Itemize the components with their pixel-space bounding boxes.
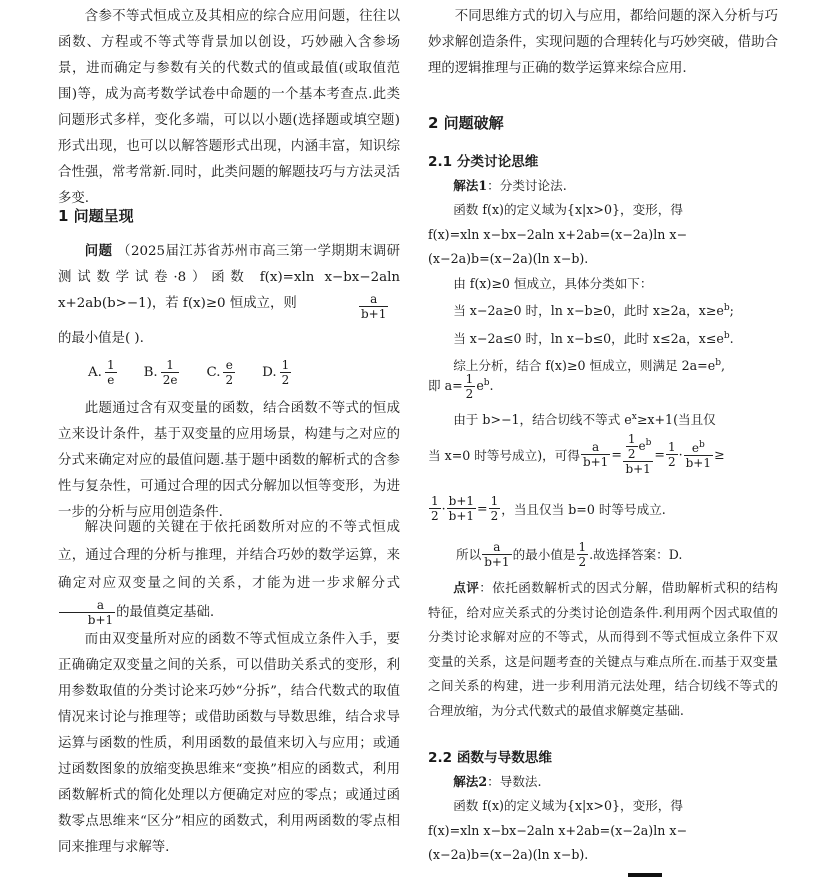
min-line: $\frac{1}{2}$ · $\frac{b+1}{b+1}$ = $\frac{1}{2}$ ，当且仅当 b=0 时等号成立. [431, 494, 666, 523]
inequality-line: 当 x=0 时等号成立)，可得 $\frac{a}{b+1}$ = $\frac{1}{2}$ $e^b$ b+1 = $\frac{1}{2}$ · $\frac{e^b}{b+1}$ ≥ [428, 432, 725, 476]
factor-line-2-1: f(x)=xln x−bx−2aln x+2ab=(x−2a)ln x− [428, 822, 688, 838]
option-c[interactable]: C. $\frac{e}{2}$ [206, 358, 234, 387]
subsection-2-1-heading: 2.1 分类讨论思维 [428, 154, 539, 170]
frac-num: a [370, 292, 378, 306]
factor-line-2-2: (x−2a)b=(x−2a)(ln x−b). [428, 847, 589, 863]
case-1-line: 当 x−2a≥0 时，ln x−b≥0，此时 x≥2a，$x\ge e^b$; [453, 303, 734, 319]
page-edge-mark [628, 873, 662, 877]
option-d[interactable]: D. $\frac{1}{2}$ [262, 358, 290, 387]
frac-den: b+1 [361, 307, 387, 321]
problem-tail: 的最小值是( ). [58, 331, 144, 346]
solution-2-block [428, 770, 778, 868]
problem-text: 函数 f(x)=xln x−bx−2aln x+2ab(b>−1)，若 f(x)≥0 恒成立，则 [58, 270, 400, 311]
option-a[interactable]: A. $\frac{1}{e}$ [88, 358, 115, 387]
tangent-line: 由于 b>−1，结合切线不等式 $e^x\ge x+1$(当且仅 [453, 412, 716, 428]
answer-options [88, 358, 292, 387]
factor-line-1: f(x)=xln x−bx−2aln x+2ab=(x−2a)ln x− [428, 226, 688, 242]
comment-paragraph: 点评：依托函数解析式的因式分解，借助解析式积的结构特征，给对应关系式的分类讨论创造条件.利用两个因式取值的分类讨论求解对应的不等式，从而得到不等式恒成立条件下双变量的关系，这是问题考查的关键点与难点所在.而基于双变量之间关系的构建，进一步利用消元法处理，结合切线不等式的合理放缩，为分式代数式的最值求解奠定基础. [428, 580, 779, 718]
solution-1-header: 解法1：分类讨论法. [453, 178, 567, 193]
a-value-line: 即 a= $\frac{1}{2}$ $e^b$. [428, 372, 494, 402]
option-b[interactable]: B. $\frac{1}{2e}$ [143, 358, 178, 387]
domain-line-2: 函数 f(x)的定义域为{x|x>0}，变形，得 [453, 798, 683, 814]
section-2-heading: 2 问题破解 [428, 114, 504, 132]
solution-1-block [428, 174, 778, 379]
case-2-line: 当 x−2a≤0 时，ln x−b≤0，此时 x≤2a，$x\le e^b$. [453, 330, 734, 346]
subsection-2-2-heading: 2.2 函数与导数思维 [428, 750, 552, 766]
problem-fraction [358, 292, 389, 321]
key-paragraph: 解决问题的关键在于依托函数所对应的不等式恒成立，通过合理的分析与推理，并结合巧妙的数学运算，来确定对应双变量之间的关系，才能为进一步求解分式 $\frac{a}{b+1}$ 的最值奠定基础. [58, 520, 400, 627]
problem-paragraph [58, 238, 400, 317]
intro-paragraph: 含参不等式恒成立及其相应的综合应用问题，往往以函数、方程或不等式等背景加以创设，巧妙融入含参场景，进而确定与参数有关的代数式的值或最值(或取值范围)等，成为高考数学试卷中命题的一个基本考查点.此类问题形式多样，变化多端，可以以小题(选择题或填空题)形式出现，也可以以解答题形式出现，内涵丰富，知识综合性强，常考常新.同时，此类问题的解题技巧与方法灵活多变. [58, 9, 400, 206]
domain-line: 函数 f(x)的定义域为{x|x>0}，变形，得 [453, 202, 683, 218]
section-1-heading: 1 问题呈现 [58, 207, 134, 225]
problem-label: 问题 [84, 243, 113, 259]
summary-line: 综上分析，结合 f(x)≥0 恒成立，则满足 $2a=e^b$, [453, 358, 725, 374]
solution-2-header: 解法2：导数法. [453, 774, 542, 789]
conclusion-line: 所以 $\frac{a}{b+1}$ 的最小值是 $\frac{1}{2}$ .故选择答案：D. [456, 540, 683, 569]
problem-source: （2025届江苏省苏州市高三第一学期期末调研测试数学试卷·8） [58, 244, 401, 285]
case-intro-line: 由 f(x)≥0 恒成立，具体分类如下： [453, 275, 653, 291]
analysis-paragraph: 此题通过含有双变量的函数，结合函数不等式的恒成立来设计条件，基于双变量的应用场景，构建与之对应的分式来确定对应的最值问题.基于题中函数的解析式的含参性与复杂性，可通过合理的因式分解加以恒等变形，为进一步的分析与应用创造条件. [58, 401, 400, 520]
right-intro-paragraph: 不同思维方式的切入与应用，都给问题的深入分析与巧妙求解创造条件，实现问题的合理转化与巧妙突破，借助合理的逻辑推理与正确的数学运算来综合应用. [428, 9, 778, 76]
method-paragraph: 而由双变量所对应的函数不等式恒成立条件入手，要正确确定双变量之间的关系，可以借助关系式的变形，利用参数取值的分类讨论来巧妙“分拆”，结合代数式的取值情况来讨论与推理等；或借助函数与导数思维，结合求导运算与函数的性质，利用函数的最值来切入与应用；或通过函数图象的放缩变换思维来“变换”相应的函数式，利用函数解析式的简化处理以方便确定对应的零点；或通过函数零点思维来“区分”相应的函数式，利用两函数的零点相同来推理与求解等. [58, 632, 400, 855]
factor-line-2: (x−2a)b=(x−2a)(ln x−b). [428, 251, 589, 267]
